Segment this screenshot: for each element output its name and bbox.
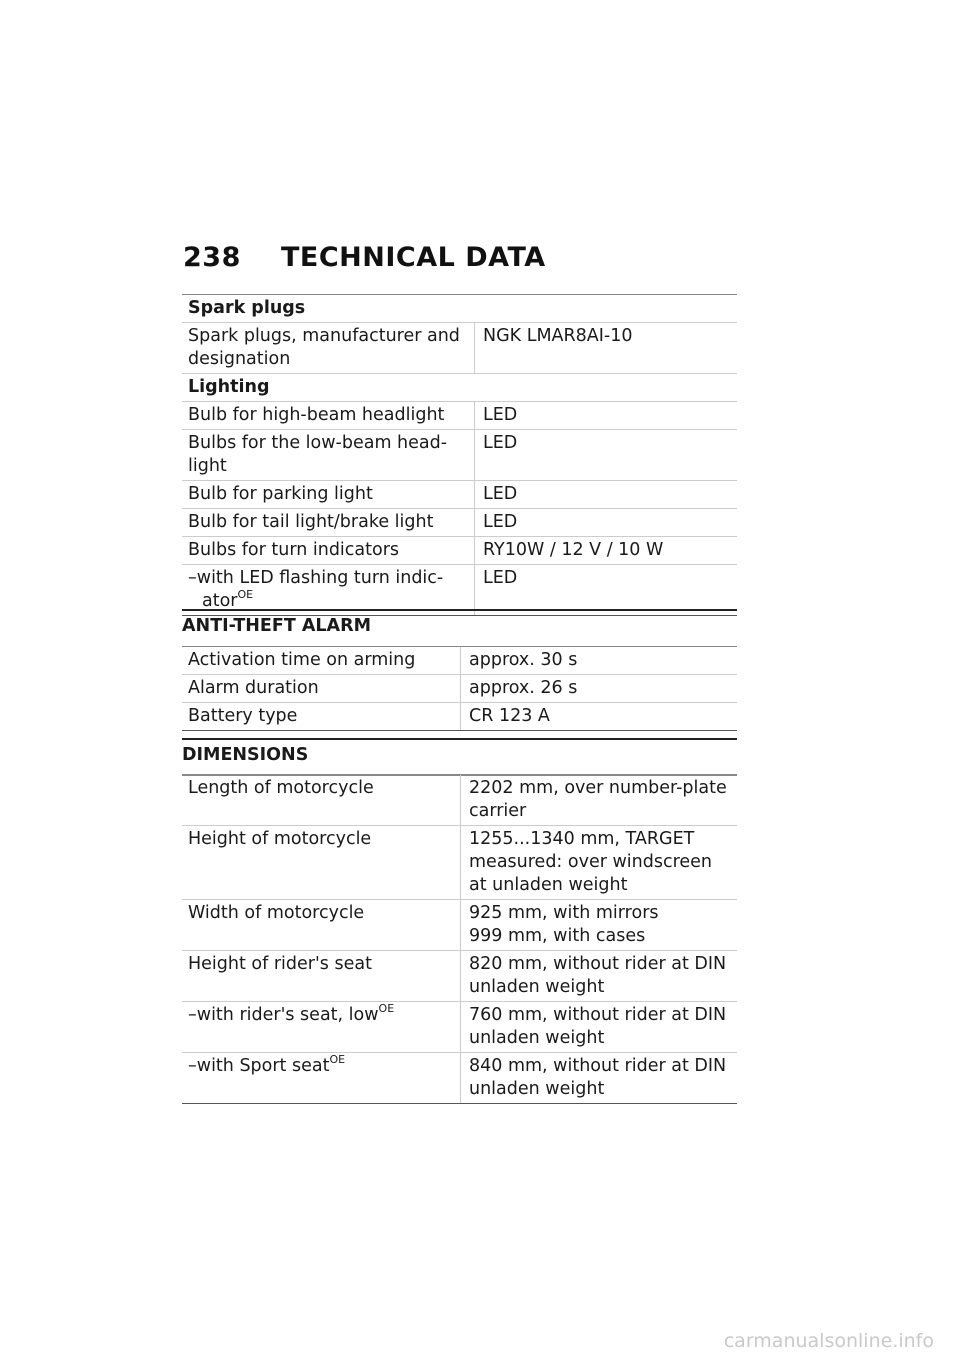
row-label: Alarm duration bbox=[182, 675, 461, 703]
dimensions-section bbox=[182, 774, 737, 1104]
row-label: Length of motorcycle bbox=[182, 775, 461, 826]
row-value: NGK LMAR8AI-10 bbox=[475, 323, 738, 374]
row-value-line: 999 mm, with cases bbox=[469, 926, 646, 946]
row-label-text: –with rider's seat, low bbox=[188, 1005, 379, 1025]
row-label bbox=[182, 1053, 461, 1104]
row-label: Bulb for parking light bbox=[182, 481, 475, 509]
row-value: LED bbox=[475, 402, 738, 430]
row-value-line: 1255...1340 mm, TARGET bbox=[469, 829, 695, 849]
row-value-line: 925 mm, with mirrors bbox=[469, 903, 659, 923]
row-label: Height of motorcycle bbox=[182, 826, 461, 900]
row-label: Width of motorcycle bbox=[182, 900, 461, 951]
row-value-line: at unladen weight bbox=[469, 875, 628, 895]
row-value: LED bbox=[475, 565, 738, 616]
table-row bbox=[182, 509, 737, 537]
table-row bbox=[182, 565, 737, 616]
table-row bbox=[182, 430, 737, 481]
group-heading-label: Spark plugs bbox=[182, 295, 737, 323]
row-value: LED bbox=[475, 509, 738, 537]
table-row bbox=[182, 900, 737, 951]
row-label bbox=[182, 565, 475, 616]
page-title: TECHNICAL DATA bbox=[281, 242, 546, 273]
row-value: 760 mm, without rider at DIN unladen weight bbox=[461, 1002, 738, 1053]
oe-marker: OE bbox=[237, 588, 254, 601]
row-label: Bulb for high-beam headlight bbox=[182, 402, 475, 430]
section-heading-anti-theft: ANTI-THEFT ALARM bbox=[182, 609, 737, 647]
spark-lighting-table bbox=[182, 294, 737, 616]
row-label: Activation time on arming bbox=[182, 647, 461, 675]
table-row bbox=[182, 951, 737, 1002]
row-value: approx. 30 s bbox=[461, 647, 738, 675]
watermark: carmanualsonline.info bbox=[723, 1330, 934, 1352]
table-row bbox=[182, 703, 737, 731]
group-heading-label: Lighting bbox=[182, 374, 737, 402]
table-row bbox=[182, 675, 737, 703]
anti-theft-section bbox=[182, 646, 737, 731]
row-label: Bulbs for turn indicators bbox=[182, 537, 475, 565]
row-value bbox=[461, 826, 738, 900]
anti-theft-table bbox=[182, 646, 737, 731]
table-row bbox=[182, 402, 737, 430]
row-value: 2202 mm, over number-plate carrier bbox=[461, 775, 738, 826]
table-row bbox=[182, 537, 737, 565]
row-value: LED bbox=[475, 481, 738, 509]
row-label-text: –with Sport seat bbox=[188, 1056, 330, 1076]
row-value: RY10W / 12 V / 10 W bbox=[475, 537, 738, 565]
table-row bbox=[182, 775, 737, 826]
row-value: LED bbox=[475, 430, 738, 481]
spark-lighting-section bbox=[182, 294, 737, 616]
row-value: 820 mm, without rider at DIN unladen weight bbox=[461, 951, 738, 1002]
oe-marker: OE bbox=[329, 1053, 346, 1066]
row-value: 840 mm, without rider at DIN unladen weight bbox=[461, 1053, 738, 1104]
table-row bbox=[182, 826, 737, 900]
table-row bbox=[182, 323, 737, 374]
row-label bbox=[182, 1002, 461, 1053]
table-row bbox=[182, 1002, 737, 1053]
row-label: Battery type bbox=[182, 703, 461, 731]
table-row bbox=[182, 647, 737, 675]
row-value: CR 123 A bbox=[461, 703, 738, 731]
row-label: Bulb for tail light/brake light bbox=[182, 509, 475, 537]
row-label: Spark plugs, manufacturer and designation bbox=[182, 323, 475, 374]
page-header bbox=[183, 242, 546, 273]
page-number: 238 bbox=[183, 242, 241, 273]
dimensions-table bbox=[182, 774, 737, 1104]
section-heading-dimensions: DIMENSIONS bbox=[182, 738, 737, 776]
row-value-line: measured: over windscreen bbox=[469, 852, 713, 872]
row-label-text: –with LED flashing turn indic-ator bbox=[188, 568, 444, 611]
table-row bbox=[182, 1053, 737, 1104]
row-label: Bulbs for the low-beam head-light bbox=[182, 430, 475, 481]
table-row bbox=[182, 481, 737, 509]
row-value bbox=[461, 900, 738, 951]
oe-marker: OE bbox=[378, 1002, 395, 1015]
row-value: approx. 26 s bbox=[461, 675, 738, 703]
row-label: Height of rider's seat bbox=[182, 951, 461, 1002]
group-heading-lighting bbox=[182, 374, 737, 402]
group-heading-spark-plugs bbox=[182, 295, 737, 323]
